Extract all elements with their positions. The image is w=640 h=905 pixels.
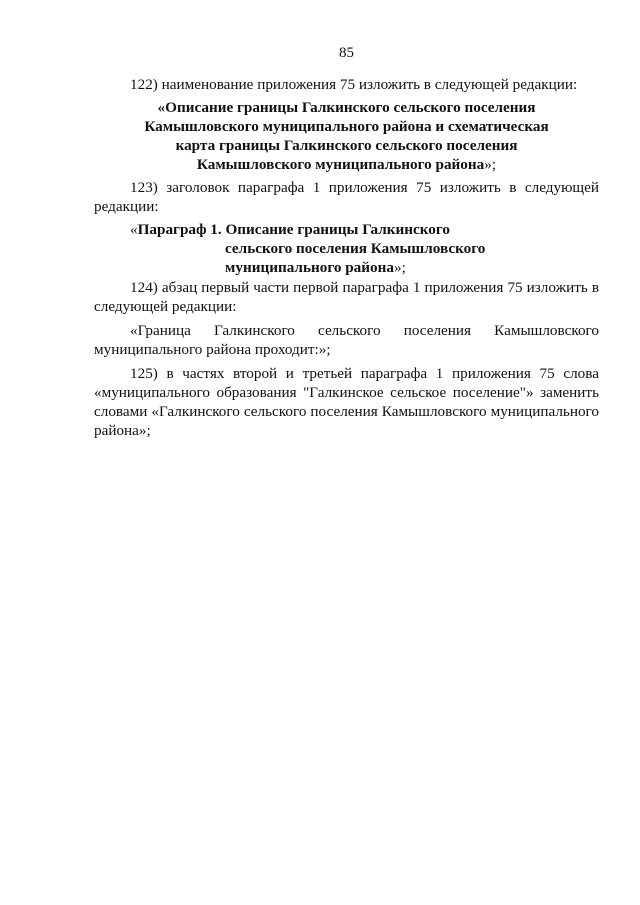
page-number: 85 xyxy=(339,45,354,61)
item-124-quote: «Граница Галкинского сельского поселения Камышловского муниципального района проходит:»; xyxy=(94,322,599,358)
item-124-text: 124) абзац первый части первой параграфа 1 приложения 75 изложить в следующей редакции: xyxy=(94,279,599,315)
item-122-text: 122) наименование приложения 75 изложить в следующей редакции: xyxy=(130,76,578,93)
item-122-title-line-1: «Описание границы Галкинского сельского поселения xyxy=(157,99,536,116)
item-122-title-line-4-tail: »; xyxy=(484,156,497,173)
item-123-new-heading xyxy=(130,220,599,277)
item-123-heading-line-3 xyxy=(130,258,599,277)
item-123-heading-open-quote: « xyxy=(130,221,138,238)
item-123-heading-line-3-bold: муниципального района xyxy=(225,259,394,276)
item-123-heading-line-2: сельского поселения Камышловского xyxy=(225,240,486,257)
item-122-title-line-2: Камышловского муниципального района и схематическая xyxy=(144,118,549,135)
item-122-new-title xyxy=(94,98,599,174)
item-123-text: 123) заголовок параграфа 1 приложения 75 изложить в следующей редакции: xyxy=(94,179,599,215)
item-122-title-line-3: карта границы Галкинского сельского поселения xyxy=(175,137,518,154)
item-122-title-line-4 xyxy=(94,155,599,174)
item-123-heading-line-1-bold: Параграф 1. Описание границы Галкинского xyxy=(137,221,451,238)
item-123-heading-line-1 xyxy=(130,220,599,239)
item-125-text: 125) в частях второй и третьей параграфа 1 приложения 75 слова «муниципального образования "Галкинское сельское поселение"» заменить словами «Галкинского сельского поселения Камышловского муниципального района»; xyxy=(94,365,599,439)
item-122-title-line-4-bold: Камышловского муниципального района xyxy=(196,156,485,173)
item-123-heading-line-3-tail: »; xyxy=(393,259,406,276)
